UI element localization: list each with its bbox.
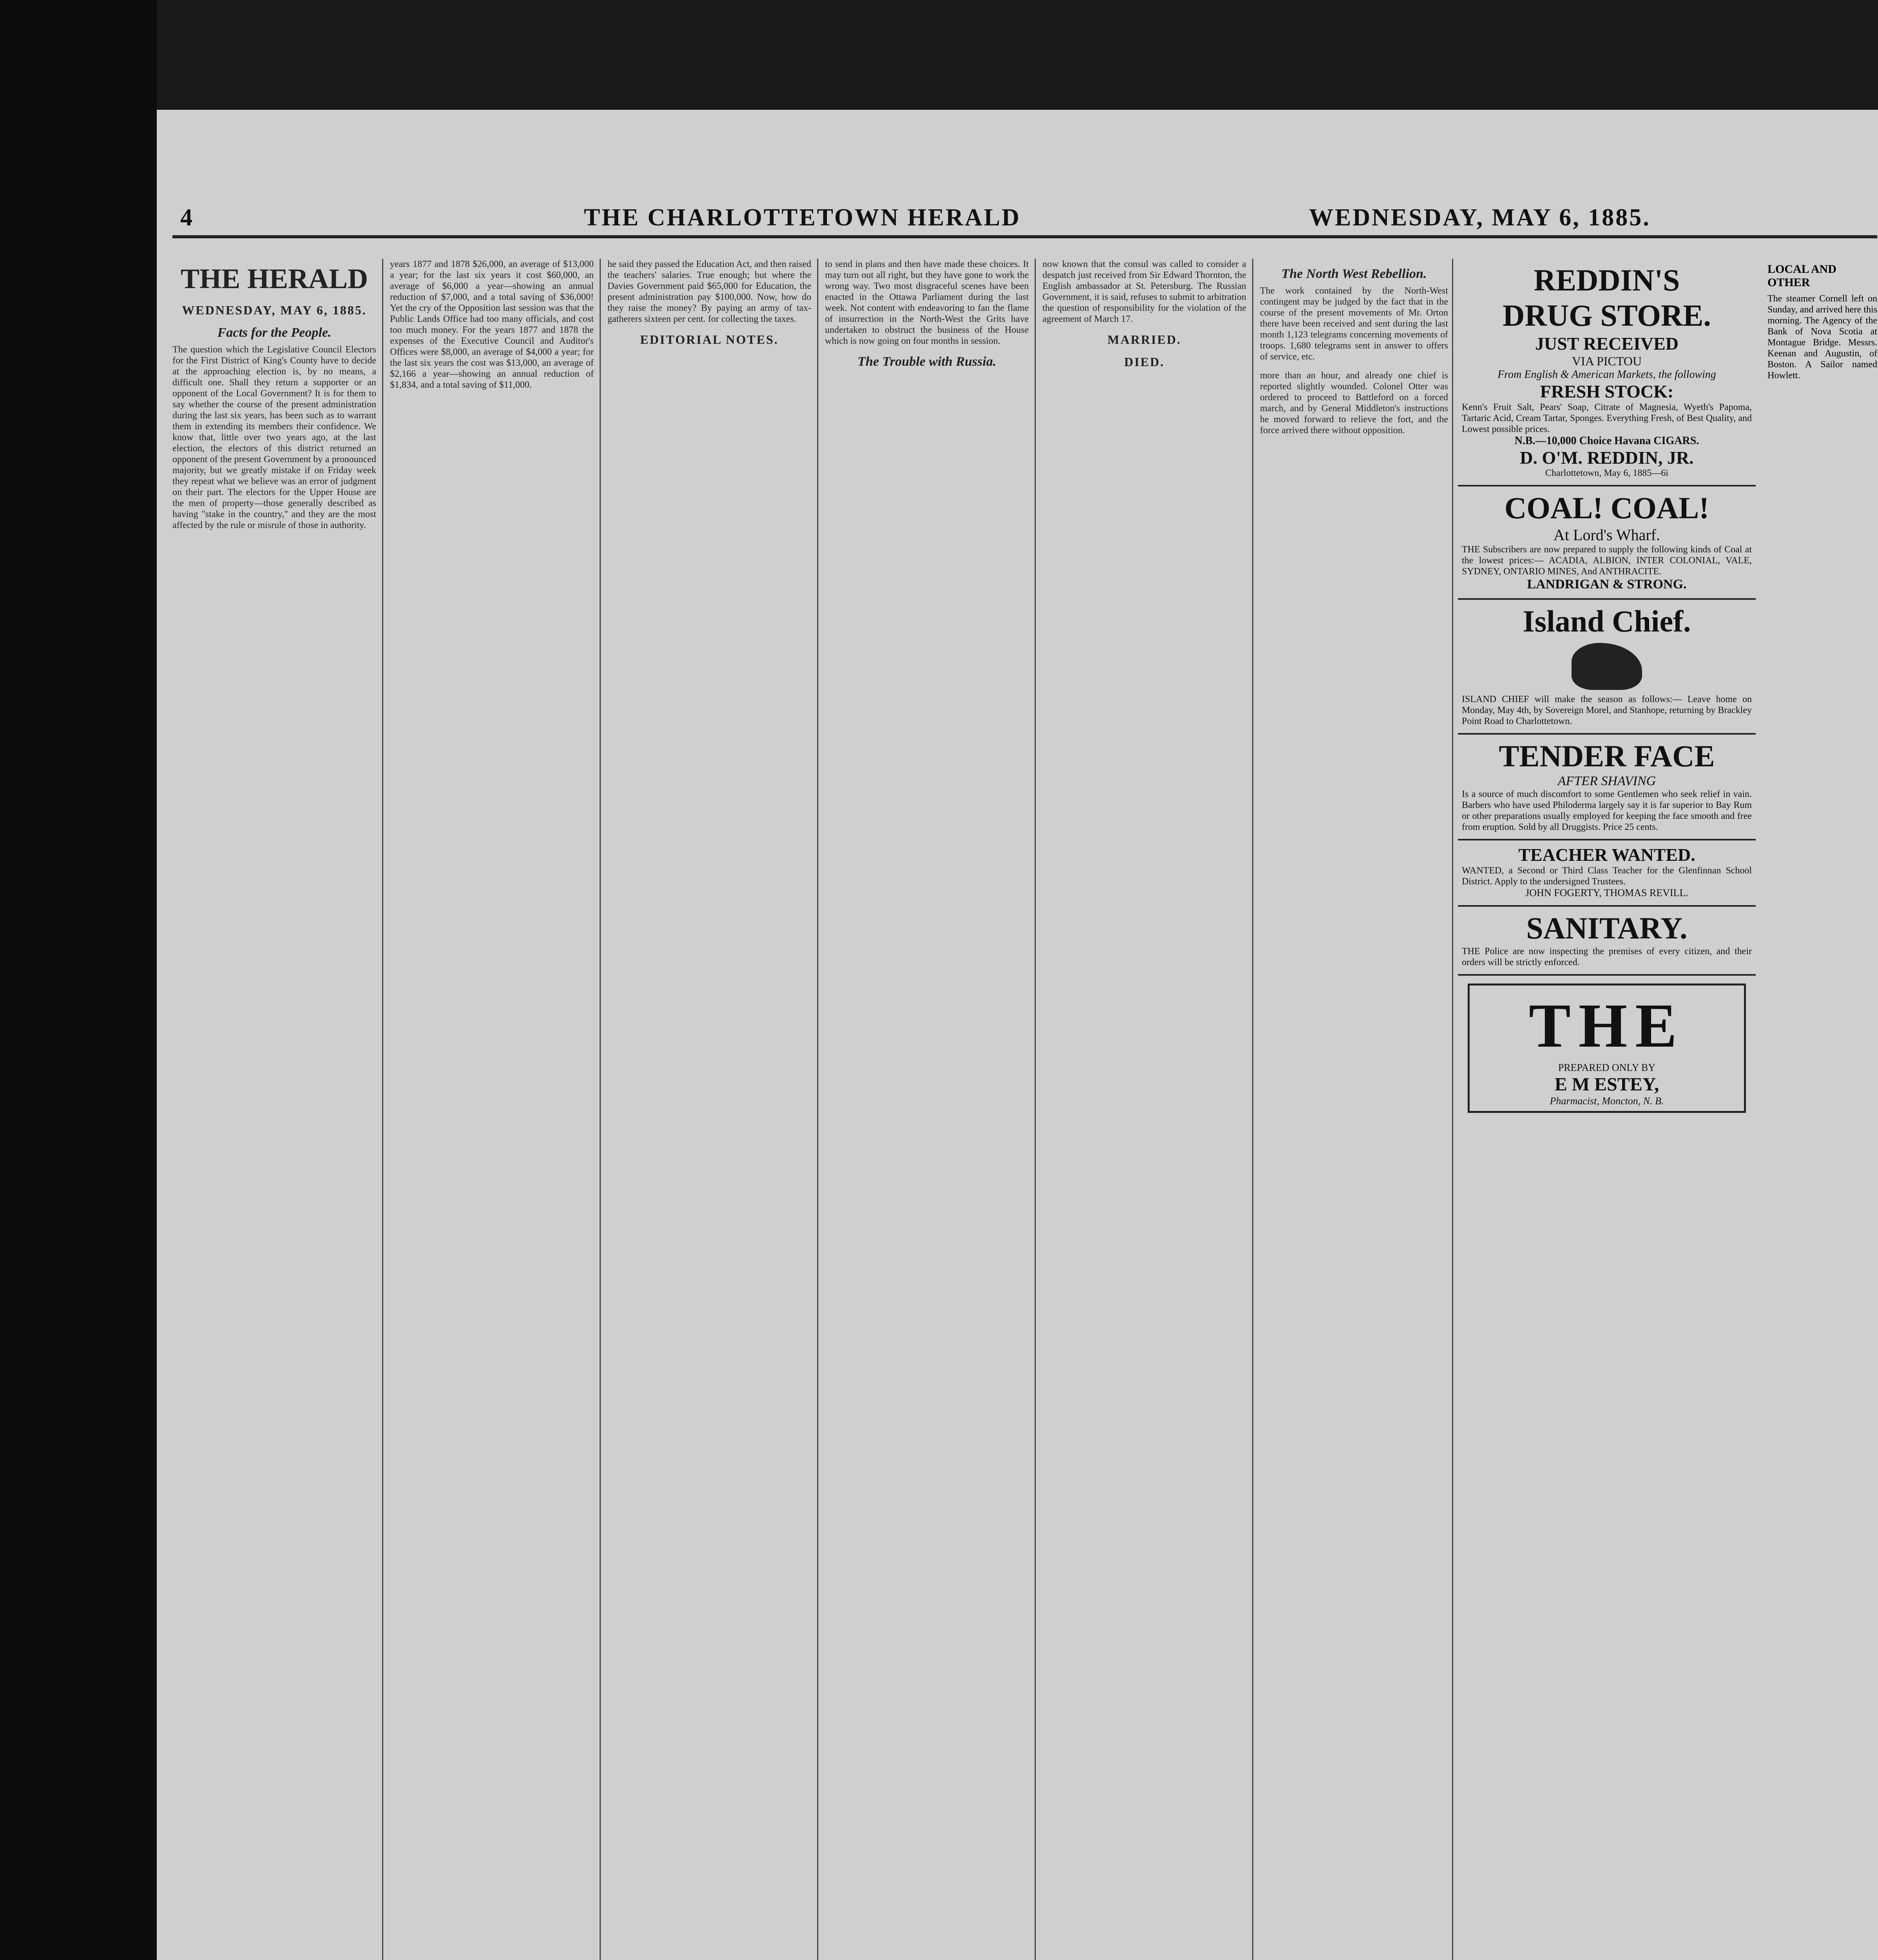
column-5 — [1042, 259, 1246, 1960]
reddin-drug-store-ad — [1458, 259, 1756, 486]
ad-line: VIA PICTOU — [1572, 354, 1642, 368]
article-body: The steamer Cornell left on Sunday, and arrived here this morning. The Agency of the Bank of Nova Scotia at Montague Bridge. Messrs. Keenan and Augustin, of Boston. A Sailor named Howlett. — [1767, 294, 1877, 381]
ad-headline: FRESH STOCK: — [1540, 381, 1674, 401]
page-number: 4 — [180, 204, 194, 231]
ad-title: TENDER FACE — [1499, 739, 1715, 773]
column-rule — [382, 259, 383, 1960]
editorial-heading: EDITORIAL NOTES. — [640, 332, 779, 347]
article-body: now known that the consul was called to consider a despatch just received from Sir Edward Thornton, the English ambassador at St. Petersburg. The Russian Government, it is said, refuses to submit to arbitration the question of responsibility for the violation of the agreement of March 17. — [1042, 259, 1246, 324]
ad-body: ISLAND CHIEF will make the season as follows:— Leave home on Monday, May 4th, by Sovereign Morel, and Stanhope, returning by Brackley Point Road to Charlottetown. — [1462, 694, 1752, 726]
ad-signature: E M ESTEY, — [1554, 1074, 1659, 1095]
teacher-wanted-ad — [1458, 840, 1756, 907]
column-date: WEDNESDAY, MAY 6, 1885. — [182, 303, 367, 317]
ad-signature: D. O'M. REDDIN, JR. — [1520, 448, 1694, 468]
newspaper-page — [157, 110, 1878, 1960]
ad-body: Kenn's Fruit Salt, Pears' Soap, Citrate of Magnesia, Wyeth's Papoma, Tartaric Acid, Cream Tartar, Sponges. Everything Fresh, of Best Quality, and Lowest possible prices. — [1462, 402, 1752, 434]
masthead — [172, 200, 1877, 238]
column-4 — [825, 259, 1029, 1960]
ad-line: Pharmacist, Moncton, N. B. — [1550, 1095, 1664, 1107]
ad-title: COAL! COAL! — [1504, 491, 1709, 525]
ad-body: THE Subscribers are now prepared to supply the following kinds of Coal at the lowest prices:— ACADIA, ALBION, INTER COLONIAL, VALE, SYDNEY, ONTARIO MINES, And ANTHRACITE. — [1462, 544, 1752, 577]
ad-subtitle: At Lord's Wharf. — [1554, 526, 1660, 544]
column-6 — [1260, 259, 1448, 1960]
column-title: THE HERALD — [180, 263, 368, 294]
article-body: he said they passed the Education Act, and then raised the teachers' salaries. True enough; but where the Davies Government paid $65,000 for Education, the present administration pay $100,000. Now, how do they raise the money? By paying an army of tax-gatherers sixteen per cent. for collecting the taxes. — [607, 259, 811, 324]
article-heading: The North West Rebellion. — [1281, 267, 1427, 281]
tender-face-ad — [1458, 735, 1756, 840]
ad-subtitle: AFTER SHAVING — [1557, 774, 1656, 788]
article-heading: Facts for the People. — [217, 325, 332, 340]
ad-title: SANITARY. — [1526, 911, 1688, 945]
article-body: The work contained by the North-West contingent may be judged by the fact that in the course of the present movements of Mr. Orton there have been received and sent during the last month 1,123 telegrams concerning movements of troops. 1,680 telegrams sent in answer to offers of service, etc. — [1260, 286, 1448, 362]
ad-signature: LANDRIGAN & STRONG. — [1527, 577, 1687, 592]
column-rule — [1252, 259, 1253, 1960]
newspaper-title: THE CHARLOTTETOWN HERALD — [584, 204, 1021, 231]
coal-ad — [1458, 486, 1756, 600]
column-3 — [607, 259, 811, 1960]
column-1 — [172, 259, 376, 1960]
ad-headline: JUST RECEIVED — [1535, 334, 1679, 354]
article-heading: The Trouble with Russia. — [857, 354, 996, 369]
horse-icon — [1572, 643, 1642, 690]
ad-title: TEACHER WANTED. — [1518, 845, 1695, 865]
column-rule — [817, 259, 818, 1960]
section-heading: LOCAL AND OTHER — [1767, 263, 1836, 289]
article-body: more than an hour, and already one chief is reported slightly wounded. Colonel Otter was ordered to proceed to Battleford on a forced march, and by General Middleton's instructions he moved forward to relieve the fort, and the force arrived there without opposition. — [1260, 370, 1448, 436]
ad-title: THE — [1529, 991, 1685, 1060]
ad-subtitle: DRUG STORE. — [1503, 298, 1711, 332]
column-2 — [390, 259, 594, 1960]
column-rule — [1452, 259, 1453, 1960]
ad-signature: JOHN FOGERTY, THOMAS REVILL. — [1525, 887, 1688, 898]
ad-body: Is a source of much discomfort to some Gentlemen who seek relief in vain. Barbers who have used Philoderma largely say it is far superior to Bay Rum or other preparations usually employed for keeping the face smooth and free from eruption. Sold by all Druggists. Price 25 cents. — [1462, 789, 1752, 832]
married-heading: MARRIED. — [1107, 332, 1182, 347]
ad-line: From English & American Markets, the following — [1497, 368, 1716, 381]
island-chief-ad — [1458, 600, 1756, 735]
issue-date: WEDNESDAY, MAY 6, 1885. — [1309, 204, 1651, 231]
sanitary-ad — [1458, 907, 1756, 976]
article-body: to send in plans and then have made these choices. It may turn out all right, but they have gone to work the wrong way. Two most disgraceful scenes have been enacted in the Ottawa Parliament during the last week. Not content with endeavoring to fan the flame of insurrection in the North-West the Grits have undertaken to obstruct the business of the House which is now going on four months in session. — [825, 259, 1029, 346]
column-rule — [600, 259, 601, 1960]
estey-ad — [1468, 984, 1746, 1113]
advertisement-column — [1458, 259, 1756, 1960]
died-heading: DIED. — [1124, 355, 1165, 369]
ad-body: THE Police are now inspecting the premises of every citizen, and their orders will be strictly enforced. — [1462, 946, 1752, 967]
ad-date: Charlottetown, May 6, 1885—6i — [1545, 468, 1668, 478]
ad-body: WANTED, a Second or Third Class Teacher for the Glenfinnan School District. Apply to the undersigned Trustees. — [1462, 866, 1752, 887]
ad-title: Island Chief. — [1523, 604, 1691, 638]
article-body: The question which the Legislative Council Electors for the First District of King's County have to decide at the approaching election is, by no means, a difficult one. Shall they return a supporter or an opponent of the Local Government? It is for them to say whether the course of the present administration during the last six years, has been such as to warrant them in extending its members their confidence. We know that, little over two years ago, at the last election, the electors of this district returned an opponent of the present Government by a pronounced majority, but we greatly mistake if on Friday week they repeat what we believe was an error of judgment on their part. The electors for the Upper House are the men of property—those generally described as having "stake in the country," and they are the most affected by the rule or misrule of those in authority. — [172, 345, 376, 530]
ad-title: REDDIN'S — [1534, 263, 1680, 297]
ad-line: PREPARED ONLY BY — [1558, 1062, 1656, 1073]
scan-border-left — [0, 0, 157, 1960]
column-far-right — [1767, 259, 1877, 1960]
ad-line: N.B.—10,000 Choice Havana CIGARS. — [1514, 435, 1699, 447]
column-rule — [1035, 259, 1036, 1960]
article-body: years 1877 and 1878 $26,000, an average of $13,000 a year; for the last six years it cost $60,000, an average of $6,000 a year—showing an annual reduction of $7,000, and a total saving of $36,000! Yet the cry of the Opposition last session was that the Public Lands Office had too many officials, and cost too much money. For the years 1877 and 1878 the expenses of the Executive Council and Auditor's Offices were $8,000, an average of $4,000 a year; for the last six years the cost was $13,000, an average of $2,166 a year—showing an annual reduction of $1,834, and a total saving of $11,000. — [390, 259, 594, 390]
